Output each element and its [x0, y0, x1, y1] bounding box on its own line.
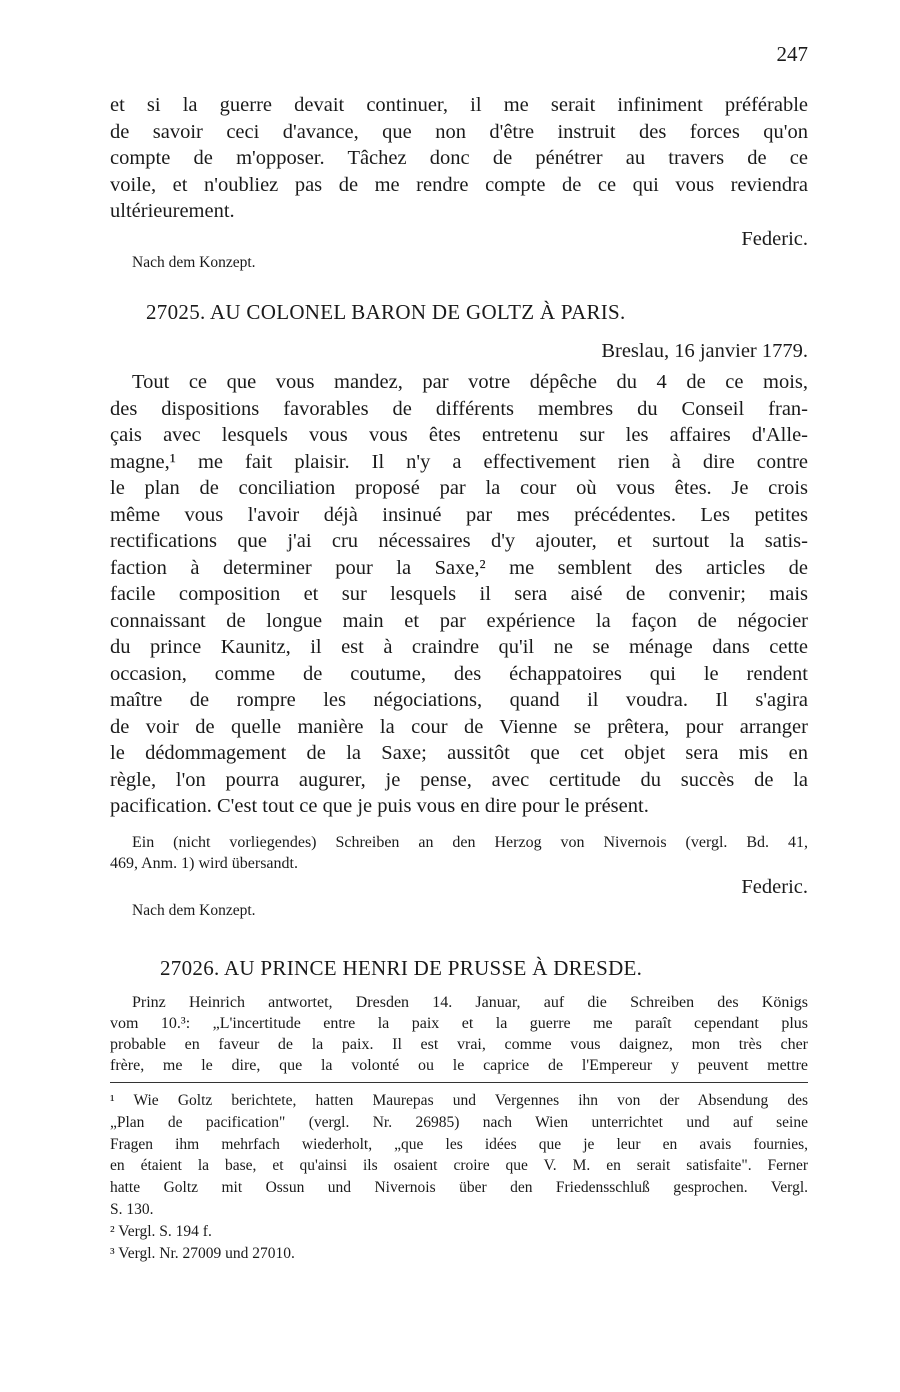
text-line: même vous l'avoir déjà insinué par mes précédentes. Les petites [110, 503, 808, 526]
signature: Federic. [741, 228, 808, 250]
text-line: facile composition et sur lesquels il sera aisé de convenir; mais [110, 583, 808, 605]
footnote-line: „Plan de pacification" (vergl. Nr. 26985) nach Wien unterrichtet und auf seine [110, 1113, 808, 1131]
footnote-line: hatte Goltz mit Ossun und Nivernois über den Friedensschluß gesprochen. Vergl. [110, 1179, 808, 1197]
footnote-rule [110, 1082, 808, 1083]
dateline: Breslau, 16 janvier 1779. [601, 340, 808, 362]
page-number: 247 [776, 42, 808, 66]
text-line: rectifications que j'ai cru nécessaires d'y ajouter, et surtout la satis- [110, 530, 808, 552]
footnote-line: ² Vergl. S. 194 f. [110, 1222, 212, 1240]
text-line: Ein (nicht vorliegendes) Schreiben an den Herzog von Nivernois (vergl. Bd. 41, [132, 834, 808, 851]
text-line: ultérieurement. [110, 200, 235, 222]
text-line: vom 10.³: „L'incertitude entre la paix et la guerre me paraît cependant plus [110, 1015, 808, 1032]
editorial-note [110, 832, 808, 874]
letter-body [110, 369, 808, 820]
text-line: maître de rompre les négociations, quand il voudra. Il s'agira [110, 689, 808, 711]
source-note: Nach dem Konzept. [132, 254, 256, 271]
text-line: pacification. C'est tout ce que je puis vous en dire pour le présent. [110, 795, 649, 817]
text-line: des dispositions favorables de différents membres du Conseil fran- [110, 397, 808, 420]
footnote-line: en étaient la base, et qu'ainsi ils osaient croire que V. M. en serait satisfaite". Ferner [110, 1157, 808, 1175]
text-line: frère, me le dire, que la volonté ou le caprice de l'Empereur y peuvent mettre [110, 1057, 808, 1074]
text-line: çais avec lesquels vous vous êtes entretenu sur les affaires d'Alle- [110, 424, 808, 446]
text-line: du prince Kaunitz, il est à craindre qu'il ne se ménage dans cette [110, 636, 808, 658]
letter-heading: 27026. AU PRINCE HENRI DE PRUSSE À DRESDE. [160, 956, 643, 980]
source-note: Nach dem Konzept. [132, 902, 256, 919]
summary-paragraph [110, 992, 808, 1076]
footnote-line: Fragen ihm mehrfach wiederholt, „que les idées que je leur en avais fournies, [110, 1135, 808, 1153]
text-line: voile, et n'oubliez pas de me rendre compte de ce qui vous reviendra [110, 173, 808, 196]
text-line: 469, Anm. 1) wird übersandt. [110, 855, 298, 872]
footnote-line: ¹ Wie Goltz berichtete, hatten Maurepas und Vergennes ihn von der Absendung des [110, 1092, 808, 1109]
text-line: magne,¹ me fait plaisir. Il n'y a effectivement rien à dire contre [110, 450, 808, 473]
footnotes [110, 1090, 808, 1264]
text-line: de savoir ceci d'avance, que non d'être instruit des forces qu'on [110, 120, 808, 143]
footnote-line: S. 130. [110, 1200, 154, 1218]
letter-heading: 27025. AU COLONEL BARON DE GOLTZ À PARIS. [146, 300, 626, 324]
text-line: Tout ce que vous mandez, par votre dépêche du 4 de ce mois, [132, 371, 808, 393]
text-line: occasion, comme de coutume, des échappatoires qui le rendent [110, 662, 808, 685]
text-line: de voir de quelle manière la cour de Vienne se prêtera, pour arranger [110, 715, 808, 738]
text-line: Prinz Heinrich antwortet, Dresden 14. Januar, auf die Schreiben des Königs [132, 994, 808, 1011]
signature: Federic. [741, 876, 808, 898]
text-line: le dédommagement de la Saxe; aussitôt que cet objet sera mis en [110, 742, 808, 764]
footnote-line: ³ Vergl. Nr. 27009 und 27010. [110, 1244, 295, 1262]
text-line: règle, l'on pourra augurer, je pense, avec certitude du succès de la [110, 768, 808, 791]
intro-paragraph [110, 92, 808, 225]
text-line: compte de m'opposer. Tâchez donc de pénétrer au travers de ce [110, 147, 808, 169]
text-line: le plan de conciliation proposé par la cour où vous êtes. Je crois [110, 477, 808, 499]
text-line: probable en faveur de la paix. Il est vrai, comme vous daignez, mon très cher [110, 1036, 808, 1053]
text-line: et si la guerre devait continuer, il me serait infiniment préférable [110, 94, 808, 116]
text-line: connaissant de longue main et par expérience la façon de négocier [110, 609, 808, 632]
text-line: faction à determiner pour la Saxe,² me semblent des articles de [110, 556, 808, 579]
